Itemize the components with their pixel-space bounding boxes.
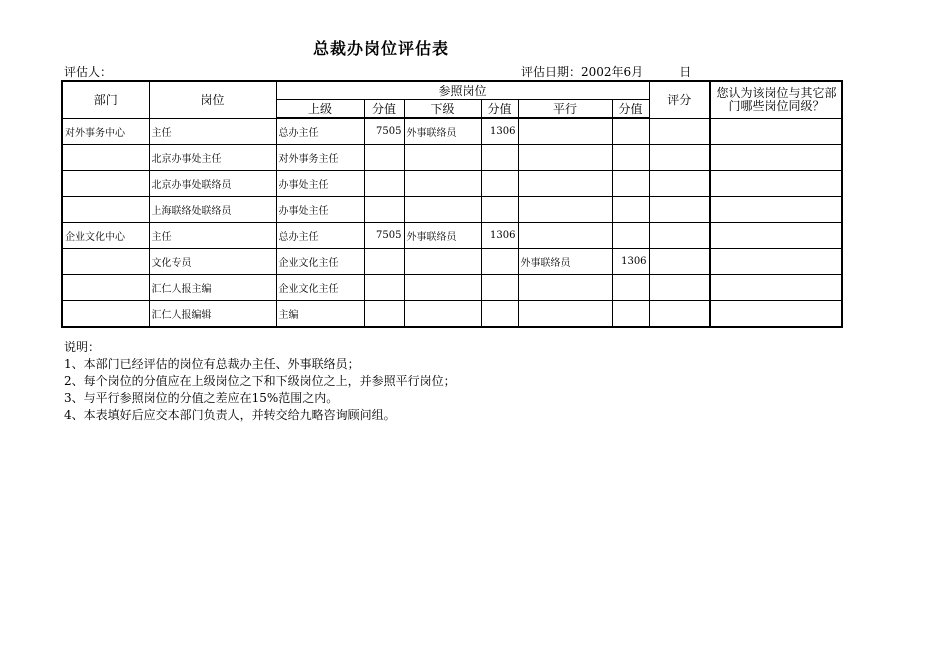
superior-score-cell[interactable] [364, 171, 404, 197]
peer-position-cell[interactable] [710, 249, 842, 275]
superior-cell[interactable]: 对外事务主任 [276, 145, 364, 171]
parallel-cell[interactable] [518, 145, 612, 171]
table-row [62, 275, 842, 301]
note-item: 2、每个岗位的分值应在上级岗位之下和下级岗位之上，并参照平行岗位； [64, 374, 456, 388]
superior-cell[interactable]: 总办主任 [276, 223, 364, 249]
header-rating: 评分 [649, 81, 710, 118]
parallel-cell[interactable] [518, 197, 612, 223]
superior-score-cell[interactable] [364, 301, 404, 328]
rating-cell[interactable] [649, 197, 710, 223]
subordinate-score-cell[interactable] [481, 249, 518, 275]
notes-heading: 说明： [64, 340, 101, 354]
subordinate-cell[interactable] [404, 275, 481, 301]
peer-position-cell[interactable] [710, 275, 842, 301]
superior-score-cell[interactable] [364, 197, 404, 223]
header-reference: 参照岗位 [276, 81, 649, 100]
rating-cell[interactable] [649, 223, 710, 249]
subordinate-score-cell[interactable]: 1306 [481, 118, 518, 145]
evaluator-label: 评估人： [64, 65, 113, 79]
position-cell[interactable]: 北京办事处主任 [149, 145, 276, 171]
subordinate-cell[interactable] [404, 171, 481, 197]
superior-cell[interactable]: 总办主任 [276, 118, 364, 145]
position-cell[interactable]: 主任 [149, 118, 276, 145]
position-cell[interactable]: 文化专员 [149, 249, 276, 275]
subordinate-cell[interactable]: 外事联络员 [404, 118, 481, 145]
table-row [62, 301, 842, 328]
peer-position-cell[interactable] [710, 223, 842, 249]
parallel-cell[interactable]: 外事联络员 [518, 249, 612, 275]
header-position: 岗位 [149, 81, 276, 118]
subordinate-cell[interactable] [404, 249, 481, 275]
peer-position-cell[interactable] [710, 145, 842, 171]
dept-cell[interactable] [62, 197, 149, 223]
peer-position-cell[interactable] [710, 118, 842, 145]
dept-cell[interactable] [62, 301, 149, 328]
parallel-cell[interactable] [518, 223, 612, 249]
parallel-cell[interactable] [518, 275, 612, 301]
header-dept: 部门 [62, 81, 149, 118]
rating-cell[interactable] [649, 145, 710, 171]
parallel-score-cell[interactable] [612, 145, 649, 171]
day-label: 日 [679, 65, 692, 79]
header-subordinate: 下级 [404, 100, 481, 119]
subordinate-cell[interactable]: 外事联络员 [404, 223, 481, 249]
superior-cell[interactable]: 企业文化主任 [276, 249, 364, 275]
parallel-score-cell[interactable] [612, 197, 649, 223]
header-question: 您认为该岗位与其它部门哪些岗位同级？ [710, 81, 842, 118]
note-item: 4、本表填好后应交本部门负责人，并转交给九略咨询顾问组。 [64, 408, 396, 422]
peer-position-cell[interactable] [710, 301, 842, 328]
superior-cell[interactable]: 办事处主任 [276, 171, 364, 197]
dept-cell[interactable] [62, 171, 149, 197]
superior-score-cell[interactable]: 7505 [364, 118, 404, 145]
subordinate-cell[interactable] [404, 145, 481, 171]
evaluation-date [521, 63, 691, 80]
header-parallel: 平行 [518, 100, 612, 119]
table-row [62, 249, 842, 275]
rating-cell[interactable] [649, 275, 710, 301]
table-row [62, 171, 842, 197]
table-row [62, 118, 842, 145]
subordinate-score-cell[interactable] [481, 275, 518, 301]
rating-cell[interactable] [649, 301, 710, 328]
evaluation-table [61, 80, 843, 328]
rating-cell[interactable] [649, 118, 710, 145]
parallel-score-cell[interactable] [612, 171, 649, 197]
superior-cell[interactable]: 办事处主任 [276, 197, 364, 223]
peer-position-cell[interactable] [710, 197, 842, 223]
dept-cell[interactable] [62, 275, 149, 301]
parallel-score-cell[interactable] [612, 118, 649, 145]
parallel-score-cell[interactable]: 1306 [612, 249, 649, 275]
parallel-cell[interactable] [518, 301, 612, 328]
subordinate-score-cell[interactable] [481, 301, 518, 328]
parallel-cell[interactable] [518, 171, 612, 197]
note-item: 3、与平行参照岗位的分值之差应在15%范围之内。 [64, 391, 339, 405]
table-row [62, 145, 842, 171]
header-score-parallel: 分值 [612, 100, 649, 119]
peer-position-cell[interactable] [710, 171, 842, 197]
position-cell[interactable]: 上海联络处联络员 [149, 197, 276, 223]
dept-cell[interactable] [62, 145, 149, 171]
subordinate-score-cell[interactable]: 1306 [481, 223, 518, 249]
dept-cell[interactable] [62, 249, 149, 275]
superior-score-cell[interactable]: 7505 [364, 223, 404, 249]
notes-section [64, 339, 456, 424]
position-cell[interactable]: 汇仁人报编辑 [149, 301, 276, 328]
form-title: 总裁办岗位评估表 [313, 39, 450, 58]
position-cell[interactable]: 主任 [149, 223, 276, 249]
header-superior: 上级 [276, 100, 364, 119]
header-score-superior: 分值 [364, 100, 404, 119]
superior-score-cell[interactable] [364, 249, 404, 275]
superior-score-cell[interactable] [364, 275, 404, 301]
subordinate-score-cell[interactable] [481, 171, 518, 197]
dept-cell[interactable]: 企业文化中心 [62, 223, 149, 249]
position-cell[interactable]: 北京办事处联络员 [149, 171, 276, 197]
header-score-subordinate: 分值 [481, 100, 518, 119]
subordinate-cell[interactable] [404, 301, 481, 328]
note-item: 1、本部门已经评估的岗位有总裁办主任、外事联络员； [64, 357, 360, 371]
parallel-score-cell[interactable] [612, 275, 649, 301]
rating-cell[interactable] [649, 171, 710, 197]
superior-cell[interactable]: 主编 [276, 301, 364, 328]
table-row [62, 197, 842, 223]
superior-score-cell[interactable] [364, 145, 404, 171]
date-label: 评估日期：2002年6月 [521, 65, 644, 79]
subordinate-score-cell[interactable] [481, 145, 518, 171]
subordinate-cell[interactable] [404, 197, 481, 223]
parallel-score-cell[interactable] [612, 223, 649, 249]
dept-cell[interactable]: 对外事务中心 [62, 118, 149, 145]
parallel-cell[interactable] [518, 118, 612, 145]
parallel-score-cell[interactable] [612, 301, 649, 328]
position-cell[interactable]: 汇仁人报主编 [149, 275, 276, 301]
subordinate-score-cell[interactable] [481, 197, 518, 223]
rating-cell[interactable] [649, 249, 710, 275]
superior-cell[interactable]: 企业文化主任 [276, 275, 364, 301]
table-row [62, 223, 842, 249]
